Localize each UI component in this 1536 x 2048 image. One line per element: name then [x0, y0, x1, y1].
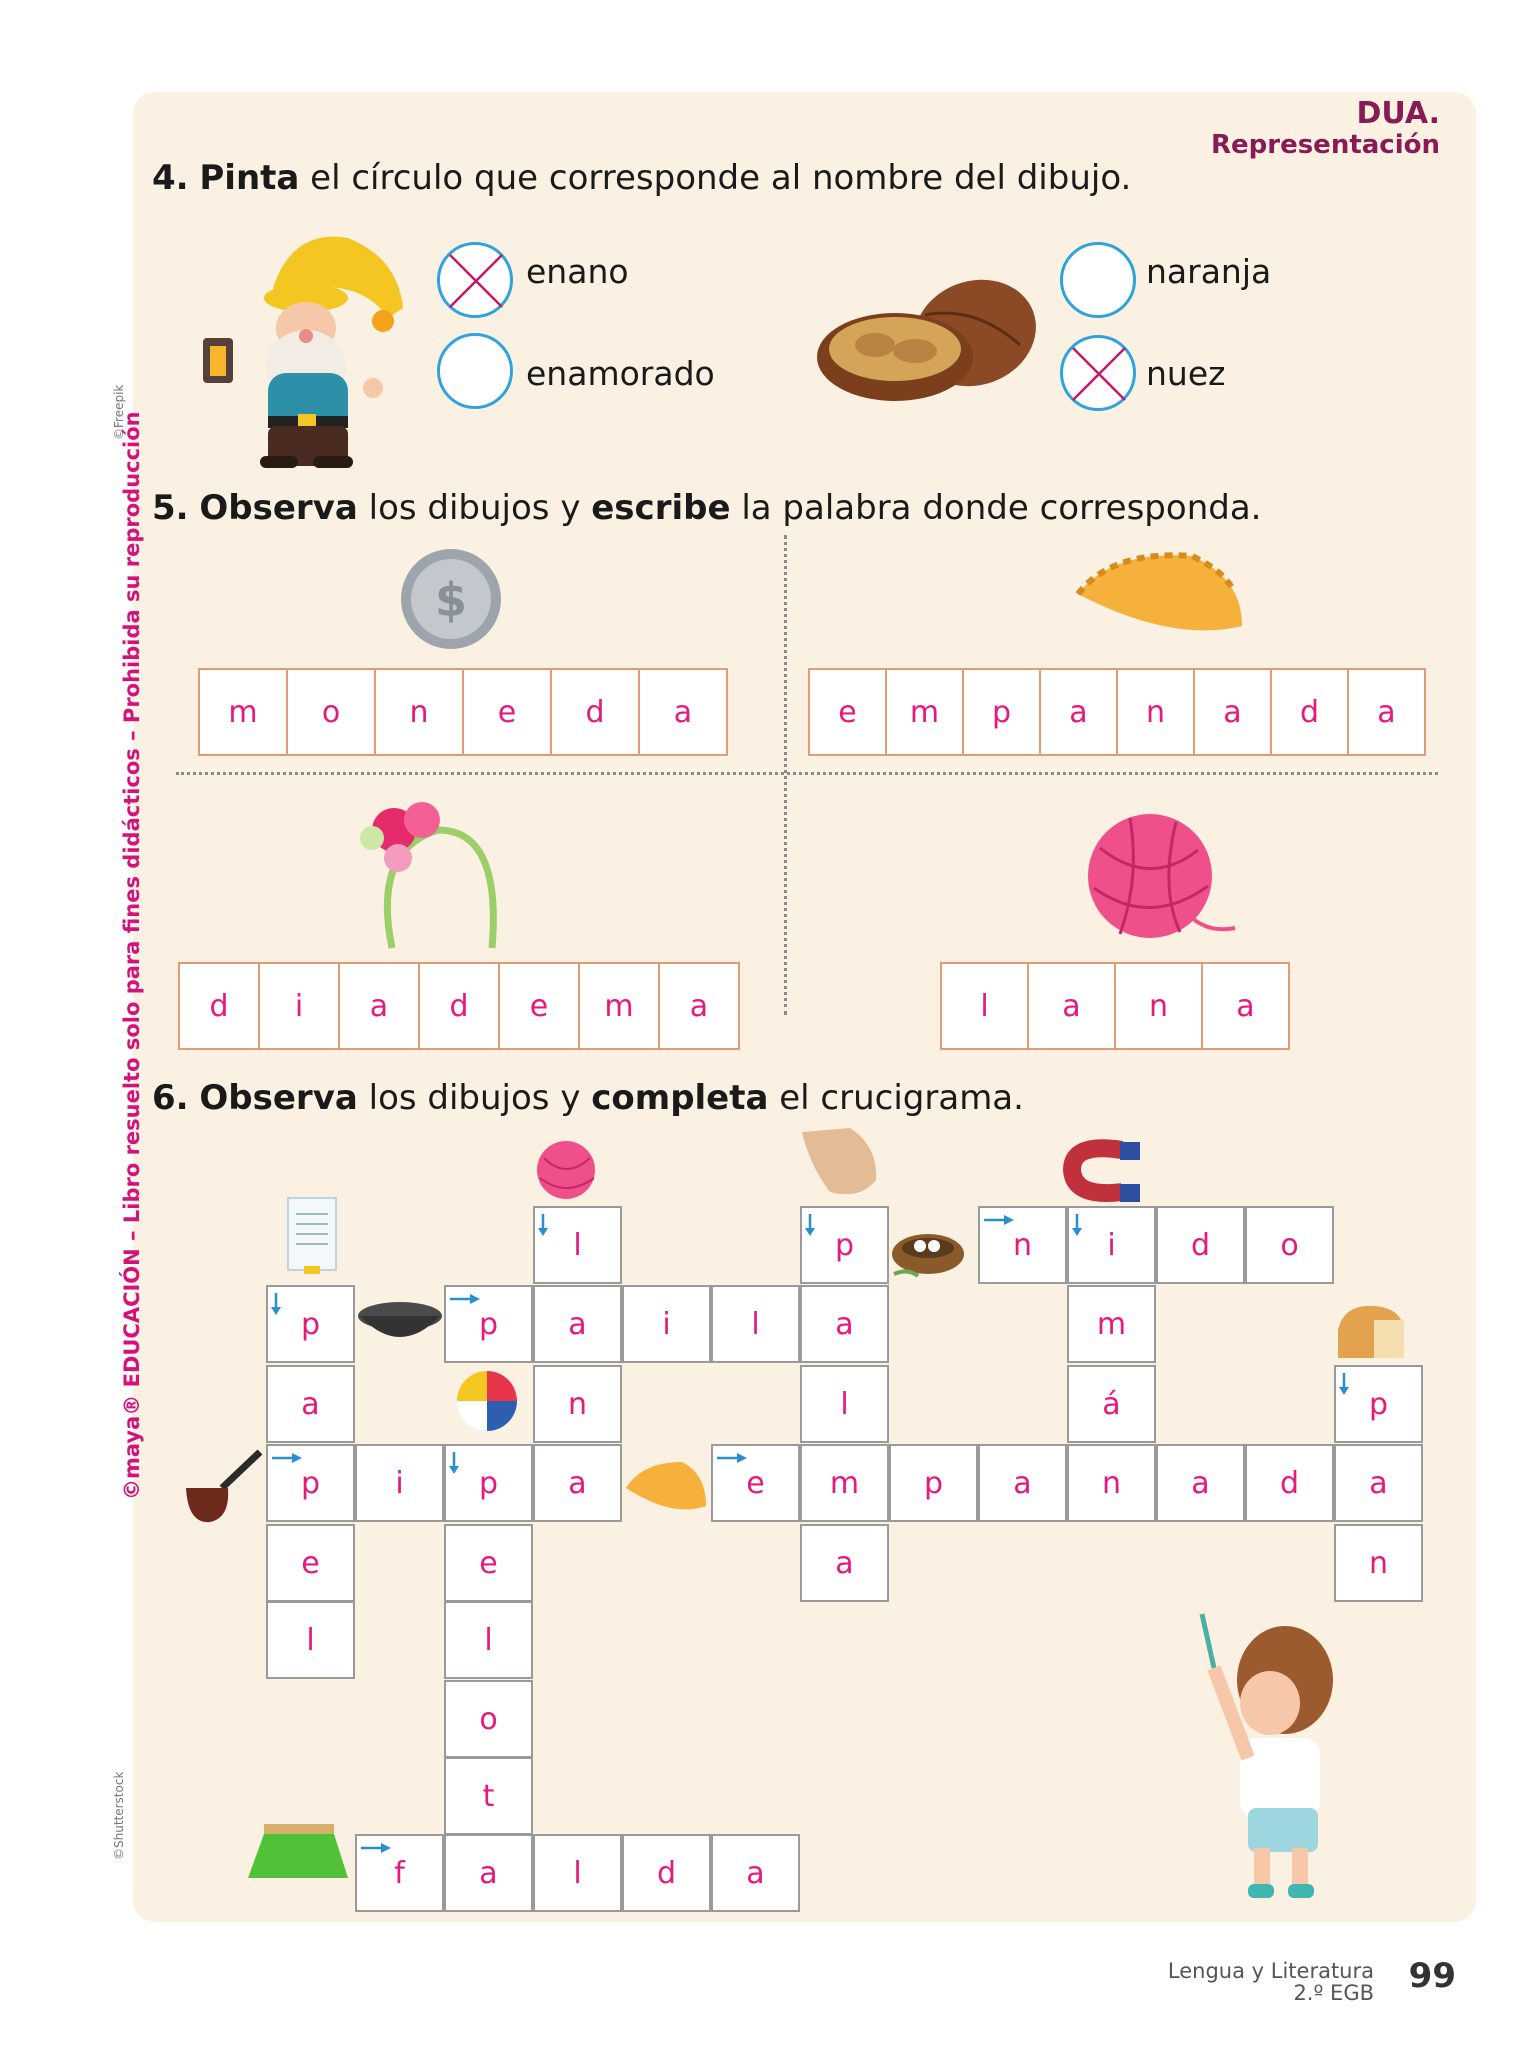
empanada-letter-box[interactable]: m	[885, 668, 964, 756]
arrow-down-icon	[1071, 1212, 1107, 1240]
enamorado-circle[interactable]	[437, 333, 513, 409]
arrow-down-icon	[804, 1212, 840, 1240]
option-enamorado: enamorado	[526, 354, 715, 393]
crossword-cell[interactable]: t	[444, 1757, 533, 1835]
lana-letter-box[interactable]: a	[1201, 962, 1290, 1050]
crossword-cell[interactable]: a	[533, 1285, 622, 1363]
magnet-image	[1062, 1138, 1152, 1204]
crossword-cell[interactable]: n	[1067, 1444, 1156, 1522]
crossword-cell[interactable]: p	[800, 1206, 889, 1284]
q5-text: la palabra donde corresponda.	[730, 488, 1262, 528]
crossword-cell[interactable]: p	[266, 1285, 355, 1363]
crossword-cell[interactable]: d	[622, 1834, 711, 1912]
arrow-right-icon	[270, 1450, 306, 1478]
hand-image	[800, 1126, 880, 1202]
empanada-letter-box[interactable]: a	[1347, 668, 1426, 756]
footer	[1168, 1960, 1374, 2004]
nuez-circle[interactable]	[1060, 335, 1136, 411]
ball-image	[452, 1368, 522, 1434]
q6-mid: los dibujos y	[357, 1078, 592, 1118]
arrow-right-icon	[359, 1840, 395, 1868]
crossword-cell[interactable]: l	[711, 1285, 800, 1363]
lana-letter-box[interactable]: n	[1114, 962, 1203, 1050]
footer-subject: Lengua y Literatura	[1167, 1959, 1374, 1983]
question-4	[152, 158, 1131, 198]
crossword-cell[interactable]: a	[1156, 1444, 1245, 1522]
headband-image	[352, 790, 524, 952]
page-number: 99	[1408, 1956, 1456, 1996]
q6-verb2: completa	[591, 1078, 769, 1118]
crossword-cell[interactable]: a	[978, 1444, 1067, 1522]
crossword-cell[interactable]: o	[1245, 1206, 1334, 1284]
q6-number: 6.	[152, 1078, 189, 1118]
crossword-cell[interactable]: i	[1067, 1206, 1156, 1284]
nest-image	[888, 1224, 968, 1288]
crossword-cell[interactable]: á	[1067, 1365, 1156, 1443]
crossword-cell[interactable]: p	[444, 1285, 533, 1363]
empanada-small-image	[622, 1458, 708, 1520]
q5-verb2: escribe	[591, 488, 731, 528]
crossword-cell[interactable]: p	[266, 1444, 355, 1522]
q4-text: el círculo que corresponde al nombre del dibujo.	[299, 158, 1132, 198]
empanada-letter-box[interactable]: n	[1116, 668, 1195, 756]
crossword-cell[interactable]: a	[800, 1285, 889, 1363]
bread-image	[1334, 1300, 1408, 1360]
moneda-boxes	[198, 668, 726, 756]
question-5	[152, 488, 1261, 528]
empanada-letter-box[interactable]: a	[1193, 668, 1272, 756]
arrow-down-icon	[1338, 1371, 1374, 1399]
crossword-cell[interactable]: a	[800, 1524, 889, 1602]
moneda-letter-box[interactable]: n	[374, 668, 464, 756]
diadema-letter-box[interactable]: e	[498, 962, 580, 1050]
walnut-image	[815, 275, 1045, 405]
diadema-letter-box[interactable]: m	[578, 962, 660, 1050]
diadema-letter-box[interactable]: i	[258, 962, 340, 1050]
crossword-cell[interactable]: d	[1156, 1206, 1245, 1284]
crossword-cell[interactable]: a	[266, 1365, 355, 1443]
paper-image	[282, 1192, 342, 1276]
crossword-cell[interactable]: n	[533, 1365, 622, 1443]
option-enano: enano	[526, 252, 629, 291]
q4-number: 4.	[152, 158, 189, 198]
diadema-letter-box[interactable]: a	[658, 962, 740, 1050]
q4-verb: Pinta	[199, 158, 300, 198]
moneda-letter-box[interactable]: o	[286, 668, 376, 756]
crossword-cell[interactable]: l	[800, 1365, 889, 1443]
q5-verb1: Observa	[199, 488, 358, 528]
yarn-small-image	[532, 1136, 608, 1202]
crossword-cell[interactable]: i	[622, 1285, 711, 1363]
diadema-boxes	[178, 962, 738, 1050]
crossword-cell[interactable]: p	[444, 1444, 533, 1522]
divider-horizontal	[176, 772, 1438, 775]
diadema-letter-box[interactable]: a	[338, 962, 420, 1050]
dua-title: DUA.	[1356, 96, 1440, 131]
svg-text:$: $	[434, 573, 468, 627]
coin-image	[398, 546, 504, 652]
crossword-cell[interactable]: m	[800, 1444, 889, 1522]
pan-image	[356, 1298, 446, 1354]
crossword-cell[interactable]: f	[355, 1834, 444, 1912]
option-nuez: nuez	[1146, 354, 1226, 393]
empanada-letter-box[interactable]: e	[808, 668, 887, 756]
footer-grade: 2.º EGB	[1293, 1981, 1374, 2005]
diadema-letter-box[interactable]: d	[418, 962, 500, 1050]
crossword-cell[interactable]: l	[444, 1601, 533, 1679]
crossword-cell[interactable]: l	[533, 1834, 622, 1912]
boy-image	[1190, 1608, 1390, 1904]
empanada-letter-box[interactable]: d	[1270, 668, 1349, 756]
enano-circle[interactable]	[437, 242, 513, 318]
moneda-letter-box[interactable]: m	[198, 668, 288, 756]
q6-text: el crucigrama.	[768, 1078, 1024, 1118]
arrow-down-icon	[270, 1291, 306, 1319]
crossword-cell[interactable]: o	[444, 1680, 533, 1758]
gnome-image	[198, 218, 418, 468]
dua-label	[1211, 98, 1440, 160]
credit-freepik: ©Freepik	[112, 384, 126, 440]
crossword-cell[interactable]: a	[711, 1834, 800, 1912]
moneda-letter-box[interactable]: e	[462, 668, 552, 756]
q5-mid: los dibujos y	[357, 488, 592, 528]
moneda-letter-box[interactable]: d	[550, 668, 640, 756]
question-6	[152, 1078, 1024, 1118]
empanada-letter-box[interactable]: a	[1039, 668, 1118, 756]
lana-boxes	[940, 962, 1288, 1050]
crossword-cell[interactable]: l	[533, 1206, 622, 1284]
credit-shutterstock: ©Shutterstock	[112, 1771, 126, 1860]
lana-letter-box[interactable]: l	[940, 962, 1029, 1050]
crossword-cell[interactable]: i	[355, 1444, 444, 1522]
diadema-letter-box[interactable]: d	[178, 962, 260, 1050]
crossword-cell[interactable]: e	[444, 1524, 533, 1602]
empanada-letter-box[interactable]: p	[962, 668, 1041, 756]
arrow-down-icon	[537, 1212, 573, 1240]
side-copyright	[120, 411, 144, 1500]
empanada-boxes	[808, 668, 1424, 756]
crossword-cell[interactable]: p	[889, 1444, 978, 1522]
crossword-cell[interactable]: a	[444, 1834, 533, 1912]
crossword-cell[interactable]: n	[1334, 1524, 1423, 1602]
crossword-cell[interactable]: d	[1245, 1444, 1334, 1522]
option-naranja: naranja	[1146, 252, 1272, 291]
pipe-image	[182, 1448, 266, 1528]
crossword-cell[interactable]: m	[1067, 1285, 1156, 1363]
divider-vertical	[784, 535, 787, 1015]
crossword-cell[interactable]: e	[711, 1444, 800, 1522]
crossword-cell[interactable]: n	[978, 1206, 1067, 1284]
brand-logo: ©maya®	[120, 1394, 144, 1500]
naranja-circle[interactable]	[1060, 242, 1136, 318]
moneda-letter-box[interactable]: a	[638, 668, 728, 756]
empanada-image	[1072, 548, 1248, 644]
arrow-right-icon	[448, 1291, 484, 1319]
arrow-down-icon	[448, 1450, 484, 1478]
side-text: EDUCACIÓN – Libro resuelto solo para fines didácticos – Prohibida su reproducción	[120, 411, 144, 1388]
q5-number: 5.	[152, 488, 189, 528]
crossword-cell[interactable]: p	[1334, 1365, 1423, 1443]
lana-letter-box[interactable]: a	[1027, 962, 1116, 1050]
dua-subtitle: Representación	[1210, 130, 1440, 160]
skirt-image	[244, 1820, 352, 1882]
crossword-cell[interactable]: e	[266, 1524, 355, 1602]
arrow-right-icon	[715, 1450, 751, 1478]
q6-verb1: Observa	[199, 1078, 358, 1118]
arrow-right-icon	[982, 1212, 1018, 1240]
crossword-cell[interactable]: a	[1334, 1444, 1423, 1522]
yarn-image	[1080, 808, 1240, 944]
crossword-cell[interactable]: l	[266, 1601, 355, 1679]
crossword-cell[interactable]: a	[533, 1444, 622, 1522]
